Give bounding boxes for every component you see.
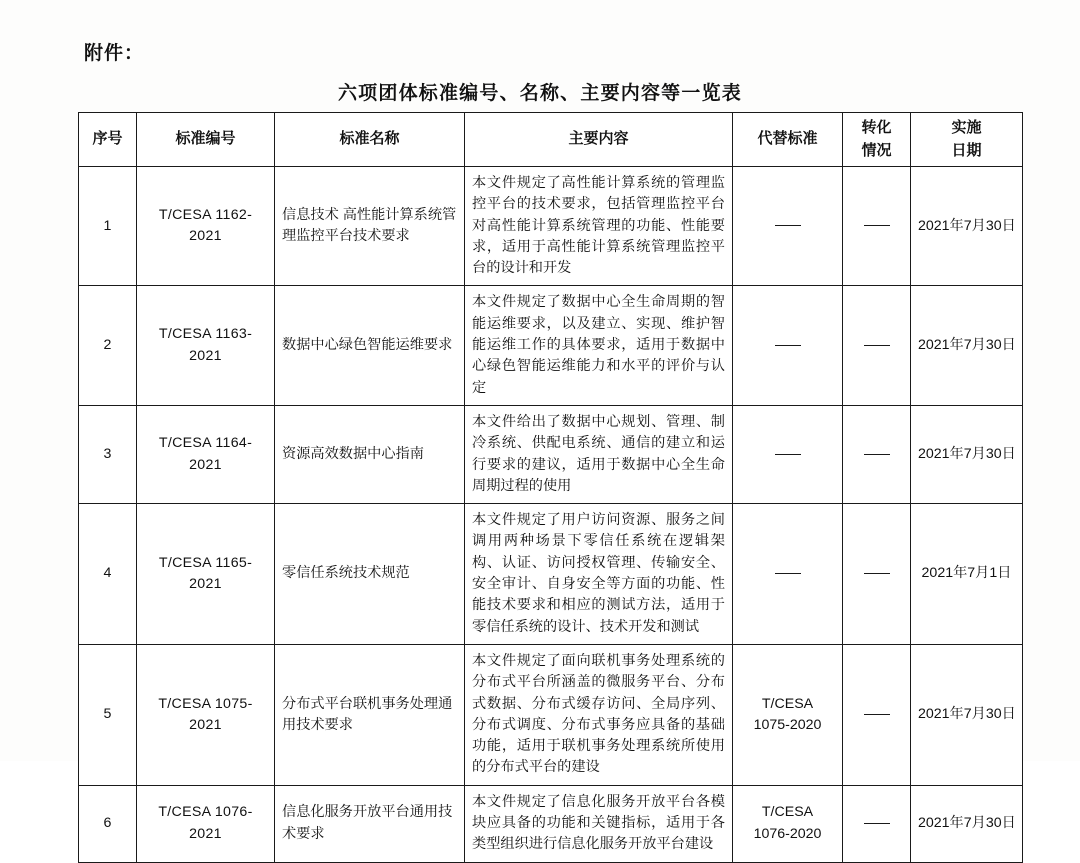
cell-replaced — [733, 167, 843, 286]
cell-date: 2021年7月30日 — [911, 167, 1023, 286]
dash-mark — [864, 454, 890, 455]
cell-name: 分布式平台联机事务处理通用技术要求 — [275, 644, 465, 785]
table-row — [79, 286, 1023, 405]
cell-replaced — [733, 504, 843, 645]
header-name: 标准名称 — [275, 113, 465, 167]
cell-date: 2021年7月1日 — [911, 504, 1023, 645]
attachment-label: 附件： — [84, 43, 145, 64]
dash-mark — [775, 454, 801, 455]
header-conversion-line1: 转化 — [861, 119, 892, 136]
cell-date: 2021年7月30日 — [911, 405, 1023, 503]
cell-replaced — [733, 644, 843, 785]
cell-main: 本文件规定了面向联机事务处理系统的分布式平台所涵盖的微服务平台、分布式数据、分布式缓存访问、全局序列、分布式调度、分布式事务应具备的基础功能，适用于联机事务处理系统所使用的分布式平台的建设 — [465, 644, 733, 785]
cell-name: 信息化服务开放平台通用技术要求 — [275, 785, 465, 862]
dash-mark — [864, 345, 890, 346]
cell-replaced — [733, 286, 843, 405]
replaced-line1: T/CESA — [761, 695, 814, 712]
table-header-row — [79, 113, 1023, 167]
dash-mark — [864, 823, 890, 824]
header-conversion-status — [843, 113, 911, 167]
table-row — [79, 785, 1023, 862]
dash-mark — [775, 225, 801, 226]
header-main-content: 主要内容 — [465, 113, 733, 167]
cell-date: 2021年7月30日 — [911, 644, 1023, 785]
cell-main: 本文件规定了数据中心全生命周期的智能运维要求，以及建立、实现、维护智能运维工作的具体要求，适用于数据中心绿色智能运维能力和水平的评价与认定 — [465, 286, 733, 405]
header-date-line2: 日期 — [951, 141, 982, 159]
cell-seq: 2 — [79, 286, 137, 405]
cell-code: T/CESA 1164-2021 — [137, 405, 275, 503]
dash-mark — [864, 573, 890, 574]
header-seq: 序号 — [79, 113, 137, 167]
cell-main: 本文件规定了高性能计算系统的管理监控平台的技术要求，包括管理监控平台对高性能计算系统管理的功能、性能要求，适用于高性能计算系统管理监控平台的设计和开发 — [465, 167, 733, 286]
cell-seq: 5 — [79, 644, 137, 785]
cell-code: T/CESA 1162-2021 — [137, 167, 275, 286]
dash-mark — [775, 345, 801, 346]
cell-date: 2021年7月30日 — [911, 286, 1023, 405]
cell-main: 本文件给出了数据中心规划、管理、制冷系统、供配电系统、通信的建立和运行要求的建议，适用于数据中心全生命周期过程的使用 — [465, 405, 733, 503]
cell-date: 2021年7月30日 — [911, 785, 1023, 862]
table-row — [79, 644, 1023, 785]
cell-replaced — [733, 785, 843, 862]
header-code: 标准编号 — [137, 113, 275, 167]
cell-code: T/CESA 1076-2021 — [137, 785, 275, 862]
cell-main: 本文件规定了用户访问资源、服务之间调用两种场景下零信任系统在逻辑架构、认证、访问授权管理、传输安全、安全审计、自身安全等方面的功能、性能技术要求和相应的测试方法，适用于零信任系统的设计、技术开发和测试 — [465, 504, 733, 645]
cell-seq: 6 — [79, 785, 137, 862]
cell-code: T/CESA 1075-2021 — [137, 644, 275, 785]
cell-conversion — [843, 785, 911, 862]
cell-name: 资源高效数据中心指南 — [275, 405, 465, 503]
header-effective-date — [911, 113, 1023, 167]
table-row — [79, 504, 1023, 645]
cell-conversion — [843, 405, 911, 503]
replaced-line2: 1076-2020 — [753, 825, 822, 842]
replaced-line1: T/CESA — [761, 804, 814, 821]
cell-replaced — [733, 405, 843, 503]
cell-code: T/CESA 1165-2021 — [137, 504, 275, 645]
cell-conversion — [843, 167, 911, 286]
dash-mark — [775, 573, 801, 574]
cell-conversion — [843, 286, 911, 405]
cell-conversion — [843, 644, 911, 785]
header-date-line1: 实施 — [951, 119, 982, 136]
table-row — [79, 167, 1023, 286]
cell-seq: 3 — [79, 405, 137, 503]
page-title: 六项团体标准编号、名称、主要内容等一览表 — [337, 83, 742, 104]
cell-seq: 4 — [79, 504, 137, 645]
standards-table — [78, 112, 1023, 863]
dash-mark — [864, 714, 890, 715]
cell-code: T/CESA 1163-2021 — [137, 286, 275, 405]
cell-seq: 1 — [79, 167, 137, 286]
cell-name: 数据中心绿色智能运维要求 — [275, 286, 465, 405]
cell-name: 信息技术 高性能计算系统管理监控平台技术要求 — [275, 167, 465, 286]
replaced-line2: 1075-2020 — [753, 716, 822, 733]
cell-conversion — [843, 504, 911, 645]
cell-main: 本文件规定了信息化服务开放平台各模块应具备的功能和关键指标，适用于各类型组织进行信息化服务开放平台建设 — [465, 785, 733, 862]
cell-name: 零信任系统技术规范 — [275, 504, 465, 645]
dash-mark — [864, 225, 890, 226]
header-replaced-standard: 代替标准 — [733, 113, 843, 167]
table-row — [79, 405, 1023, 503]
header-conversion-line2: 情况 — [861, 141, 892, 159]
